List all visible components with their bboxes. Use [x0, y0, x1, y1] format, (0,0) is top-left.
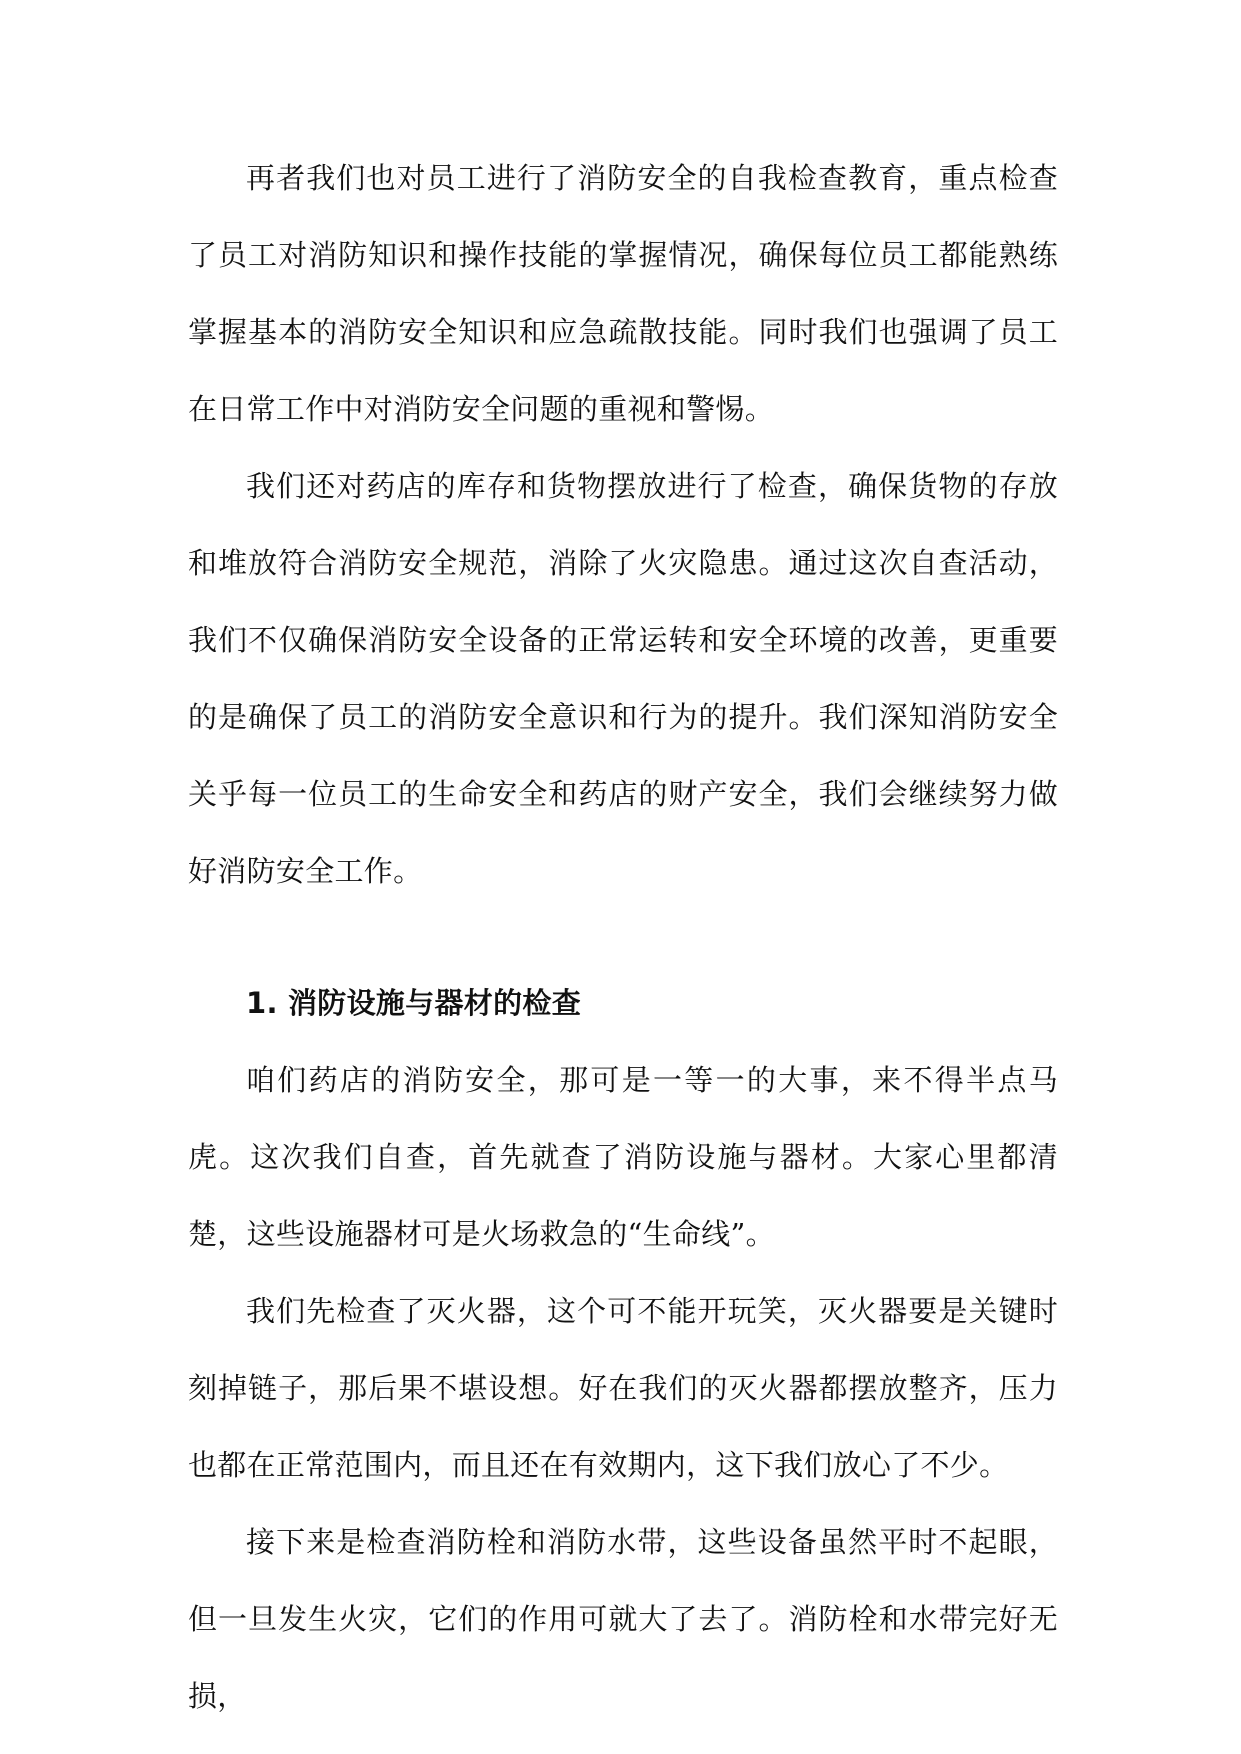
paragraph-staff-self-inspection: 再者我们也对员工进行了消防安全的自我检查教育，重点检查了员工对消防知识和操作技能的掌握情况，确保每位员工都能熟练掌握基本的消防安全知识和应急疏散技能。同时我们也强调了员工在日常工作中对消防安全问题的重视和警惕。 — [188, 161, 1058, 426]
document-body — [188, 140, 1058, 1735]
section-heading — [188, 965, 1058, 1042]
section-title: 消防设施与器材的检查 — [288, 986, 582, 1020]
paragraph-facility-intro: 咱们药店的消防安全，那可是一等一的大事，来不得半点马虎。这次我们自查，首先就查了消防设施与器材。大家心里都清楚，这些设施器材可是火场救急的“生命线”。 — [188, 1063, 1058, 1251]
paragraph-hydrant-check: 接下来是检查消防栓和消防水带，这些设备虽然平时不起眼，但一旦发生火灾，它们的作用可就大了去了。消防栓和水带完好无损， — [188, 1525, 1058, 1713]
paragraph-inventory-inspection: 我们还对药店的库存和货物摆放进行了检查，确保货物的存放和堆放符合消防安全规范，消除了火灾隐患。通过这次自查活动，我们不仅确保消防安全设备的正常运转和安全环境的改善，更重要的是确保了员工的消防安全意识和行为的提升。我们深知消防安全关乎每一位员工的生命安全和药店的财产安全，我们会继续努力做好消防安全工作。 — [188, 469, 1058, 888]
section-number: 1. — [246, 986, 278, 1020]
paragraph-extinguisher-check: 我们先检查了灭火器，这个可不能开玩笑，灭火器要是关键时刻掉链子，那后果不堪设想。好在我们的灭火器都摆放整齐，压力也都在正常范围内，而且还在有效期内，这下我们放心了不少。 — [188, 1294, 1058, 1482]
